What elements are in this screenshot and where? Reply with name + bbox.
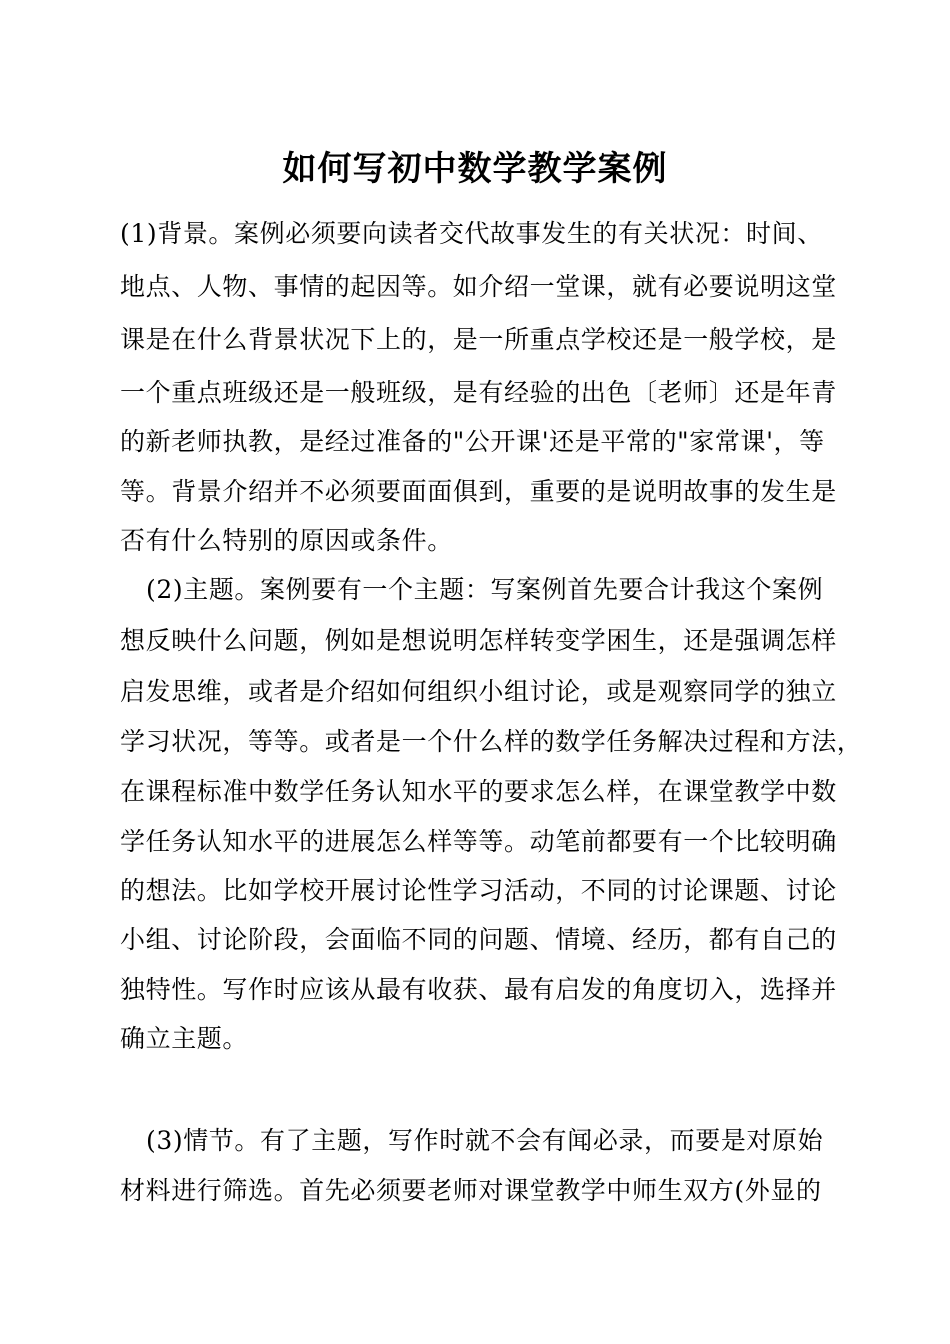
paragraph-1-line-4: 一个重点班级还是一般班级，是有经验的出色〔老师〕还是年青 — [120, 378, 837, 407]
paragraph-1-line-2: 地点、人物、事情的起因等。如介绍一堂课，就有必要说明这堂 — [120, 272, 837, 301]
paragraph-2-line-10: 确立主题。 — [120, 1024, 249, 1053]
paragraph-1-line-1: (1)背景。案例必须要向读者交代故事发生的有关状况：时间、 — [120, 219, 823, 248]
paragraph-1-line-3: 课是在什么背景状况下上的，是一所重点学校还是一般学校，是 — [120, 325, 837, 354]
paragraph-2-line-9: 独特性。写作时应该从最有收获、最有启发的角度切入，选择并 — [120, 975, 837, 1004]
paragraph-2-line-2: 想反映什么问题，例如是想说明怎样转变学困生，还是强调怎样 — [120, 626, 837, 655]
paragraph-1-line-7: 否有什么特别的原因或条件。 — [120, 526, 453, 555]
paragraph-2-line-8: 小组、讨论阶段，会面临不同的问题、情境、经历，都有自己的 — [120, 925, 837, 954]
document-title: 如何写初中数学教学案例 — [282, 149, 668, 189]
paragraph-3-line-1: (3)情节。有了主题，写作时就不会有闻必录，而要是对原始 — [146, 1126, 824, 1155]
paragraph-1-line-5: 的新老师执教，是经过准备的"公开课'还是平常的"家常课'，等 — [120, 427, 825, 456]
paragraph-2-line-1: (2)主题。案例要有一个主题：写案例首先要合计我这个案例 — [146, 575, 824, 604]
paragraph-3-line-2: 材料进行筛选。首先必须要老师对课堂教学中师生双方(外显的 — [120, 1176, 822, 1205]
paragraph-2-line-5: 在课程标准中数学任务认知水平的要求怎么样，在课堂教学中数 — [120, 777, 837, 806]
paragraph-2-line-4: 学习状况，等等。或者是一个什么样的数学任务解决过程和方法， — [120, 727, 863, 756]
paragraph-2-line-7: 的想法。比如学校开展讨论性学习活动，不同的讨论课题、讨论 — [120, 876, 837, 905]
paragraph-2-line-6: 学任务认知水平的进展怎么样等等。动笔前都要有一个比较明确 — [120, 827, 837, 856]
paragraph-1-line-6: 等。背景介绍并不必须要面面俱到，重要的是说明故事的发生是 — [120, 477, 837, 506]
paragraph-2-line-3: 启发思维，或者是介绍如何组织小组讨论，或是观察同学的独立 — [120, 677, 837, 706]
